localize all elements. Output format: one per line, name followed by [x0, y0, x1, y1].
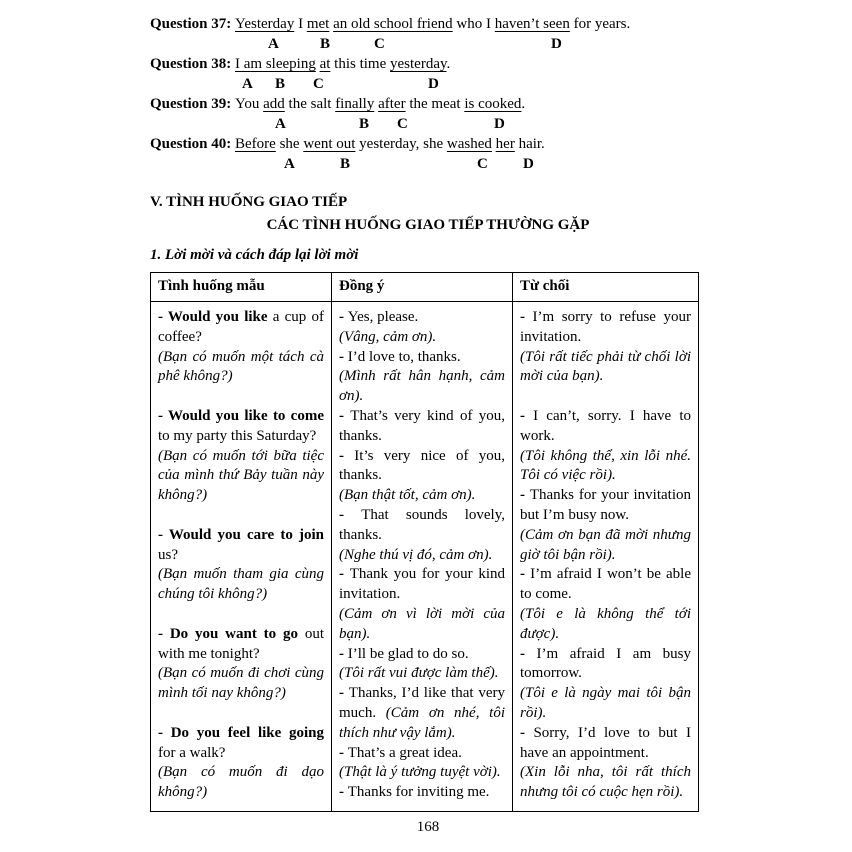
text-run: - — [339, 744, 348, 761]
text-run: this time — [330, 56, 390, 72]
underlined-text: I am sleeping — [235, 56, 316, 72]
cell-paragraph — [158, 565, 324, 605]
answer-letter: A — [275, 116, 286, 132]
table-header-row — [151, 273, 699, 302]
cell-paragraph — [339, 783, 505, 803]
answer-letter: C — [477, 156, 488, 172]
cell-paragraph — [158, 625, 324, 665]
text-run: That’s a great idea. — [347, 744, 462, 761]
text-run: hair. — [514, 136, 545, 152]
cell-paragraph — [158, 763, 324, 803]
cell-paragraph — [339, 664, 505, 684]
text-run: I’m afraid I am busy tomorrow. — [520, 645, 691, 682]
text-run: (Tôi rất tiếc phải từ chối lời mời của bạn). — [520, 348, 691, 385]
text-run: - — [520, 645, 537, 662]
answer-letter: D — [551, 36, 562, 52]
text-run: Yes, please. — [347, 309, 419, 325]
underlined-text: her — [495, 136, 515, 152]
cell-paragraph — [158, 526, 324, 566]
table-header-cell-refuse: Từ chối — [513, 273, 699, 302]
text-run: Thanks for inviting me. — [347, 784, 490, 801]
underlined-text: went out — [303, 136, 356, 152]
answer-letter: D — [523, 156, 534, 172]
text-run: - — [520, 309, 533, 325]
cell-paragraph — [520, 763, 691, 803]
cell-paragraph — [339, 348, 505, 368]
question-line — [150, 134, 706, 154]
answer-letter: D — [494, 116, 505, 132]
cell-paragraph — [158, 724, 324, 764]
answer-letter: B — [359, 116, 370, 132]
answer-letters-row — [150, 154, 706, 174]
text-run: - — [339, 784, 348, 801]
answer-letter: B — [275, 76, 286, 92]
table-cell-situations — [151, 302, 332, 812]
cell-paragraph — [158, 447, 324, 506]
answer-letter: C — [313, 76, 324, 92]
underlined-text: at — [319, 56, 331, 72]
page-content — [150, 0, 706, 837]
cell-paragraph — [339, 328, 505, 348]
text-run: - — [520, 407, 534, 424]
text-run: That sounds lovely, thanks. — [339, 506, 505, 543]
answer-letter: A — [242, 76, 253, 92]
underlined-text: Yesterday — [235, 16, 295, 32]
underlined-text: an old school friend — [333, 16, 453, 32]
text-run: (Cảm ơn vì lời mời của bạn). — [339, 605, 505, 642]
text-run: - — [339, 447, 355, 464]
text-run: I’d love to, thanks. — [347, 348, 461, 365]
text-run: (Xin lỗi nha, tôi rất thích nhưng tôi có cuộc hẹn rồi). — [520, 764, 691, 801]
text-run: I can’t, sorry. I have to work. — [520, 407, 691, 444]
cell-paragraph — [520, 308, 691, 348]
text-run: - — [339, 407, 351, 424]
text-run: I’m sorry to refuse your invitation. — [520, 309, 692, 345]
text-run: - Do you want to go — [158, 625, 298, 642]
text-run: the meat — [405, 96, 465, 112]
cell-paragraph — [339, 763, 505, 783]
text-run: - — [339, 566, 350, 583]
table-header-cell-situation: Tình huống mẫu — [151, 273, 332, 302]
text-run: (Bạn thật tốt, cảm ơn). — [339, 487, 476, 504]
page-number: 168 — [416, 818, 440, 835]
text-run: - — [339, 645, 348, 662]
underlined-text: Before — [235, 136, 276, 152]
text-run: - — [520, 487, 530, 504]
text-run: for years. — [569, 16, 631, 32]
table-cell-refuse — [513, 302, 699, 812]
text-run: (Vâng, cảm ơn). — [339, 328, 437, 345]
cell-paragraph — [339, 546, 505, 566]
conversation-table — [150, 272, 699, 812]
cell-paragraph — [158, 348, 324, 388]
text-run: That’s very kind of you, thanks. — [339, 407, 506, 444]
text-run: Question 39: — [150, 96, 236, 112]
text-run: Thanks for your invitation but I’m busy now. — [520, 487, 692, 523]
underlined-text: finally — [335, 96, 375, 112]
subsection-heading: 1. Lời mời và cách đáp lại lời mời — [150, 247, 359, 263]
underlined-text: is cooked — [464, 96, 522, 112]
cell-paragraph — [158, 407, 324, 447]
text-run: (Cảm ơn nhé, tôi thích như vậy lắm). — [339, 704, 505, 741]
text-run: Thank you for your kind invitation. — [339, 566, 505, 603]
answer-letters-row — [150, 74, 706, 94]
cell-paragraph — [158, 664, 324, 704]
answer-letter: C — [397, 116, 408, 132]
cell-paragraph — [339, 744, 505, 764]
text-run: Thanks, I’d like that very much. — [339, 685, 505, 721]
text-run: (Bạn có muốn một tách cà phê không?) — [158, 348, 324, 385]
section-heading: V. TÌNH HUỐNG GIAO TIẾP — [150, 194, 348, 210]
cell-paragraph — [339, 308, 505, 328]
cell-paragraph — [520, 645, 691, 685]
table-header-cell-agree: Đồng ý — [332, 273, 513, 302]
cell-paragraph — [520, 565, 691, 605]
text-run: It’s very nice of you, thanks. — [339, 447, 505, 484]
text-run: out with me tonight? — [158, 625, 324, 662]
blank-line — [158, 704, 324, 724]
text-run: - — [339, 348, 348, 365]
blank-line — [520, 387, 691, 407]
text-run: who I — [452, 16, 495, 32]
cell-paragraph — [339, 605, 505, 645]
text-run: (Thật là ý tưởng tuyệt vời). — [339, 764, 501, 781]
section-subheading: CÁC TÌNH HUỐNG GIAO TIẾP THƯỜNG GẶP — [266, 217, 590, 233]
answer-letter: A — [284, 156, 295, 172]
question-line — [150, 54, 706, 74]
cell-paragraph — [520, 724, 691, 764]
text-run: I’ll be glad to do so. — [347, 645, 469, 662]
text-run: (Cảm ơn bạn đã mời nhưng giờ tôi bận rồi). — [520, 526, 691, 563]
text-run: - — [339, 506, 362, 523]
text-run: I — [294, 16, 307, 32]
question-line — [150, 94, 706, 114]
text-run: - Would you like to come — [158, 407, 324, 424]
text-run: - Do you feel like going — [158, 724, 324, 741]
text-run: to my party this Saturday? — [158, 427, 317, 444]
cell-paragraph — [339, 407, 505, 447]
underlined-text: washed — [446, 136, 492, 152]
text-run: she — [275, 136, 304, 152]
table-cell-agree — [332, 302, 513, 812]
answer-letter: C — [374, 36, 385, 52]
text-run: - Would you like — [158, 309, 268, 325]
text-run: (Mình rất hân hạnh, cảm ơn). — [339, 368, 505, 405]
underlined-text: haven’t seen — [494, 16, 570, 32]
text-run: Question 37: — [150, 16, 236, 32]
text-run: (Bạn có muốn đi chơi cùng mình tối nay không?) — [158, 665, 324, 702]
text-run: (Nghe thú vị đó, cảm ơn). — [339, 546, 493, 563]
text-run: us? — [158, 546, 178, 563]
text-run: (Bạn có muốn đi dạo không?) — [158, 764, 324, 801]
answer-letter: D — [428, 76, 439, 92]
blank-line — [158, 387, 324, 407]
text-run: Question 38: — [150, 56, 236, 72]
cell-paragraph — [520, 486, 691, 526]
underlined-text: yesterday — [390, 56, 447, 72]
text-run: yesterday, she — [355, 136, 447, 152]
cell-paragraph — [339, 506, 505, 546]
answer-letters-row — [150, 34, 706, 54]
text-run: . — [446, 56, 451, 72]
underlined-text: met — [306, 16, 330, 32]
answer-letters-row — [150, 114, 706, 134]
cell-paragraph — [520, 348, 691, 388]
text-run: . — [521, 96, 526, 112]
blank-line — [158, 605, 324, 625]
text-run: You — [235, 96, 264, 112]
text-run: - — [339, 309, 348, 325]
text-run: (Tôi e là không thể tới được). — [520, 605, 691, 642]
text-run: (Tôi rất vui được làm thế). — [339, 665, 499, 682]
text-run: a cup of coffee? — [158, 309, 324, 345]
text-run: Sorry, I’d love to but I have an appointment. — [520, 724, 691, 761]
blank-line — [158, 506, 324, 526]
table-body-row — [151, 302, 699, 812]
cell-paragraph — [520, 407, 691, 447]
text-run: (Tôi e là ngày mai tôi bận rồi). — [520, 685, 691, 721]
text-run: - — [520, 724, 534, 741]
text-run: (Bạn muốn tham gia cùng chúng tôi không?) — [158, 566, 324, 603]
text-run: the salt — [284, 96, 336, 112]
cell-paragraph — [520, 526, 691, 566]
text-run: - — [520, 566, 531, 583]
cell-paragraph — [339, 565, 505, 605]
text-run: for a walk? — [158, 744, 226, 761]
cell-paragraph — [520, 605, 691, 645]
cell-paragraph — [520, 447, 691, 487]
cell-paragraph — [339, 684, 505, 743]
answer-letter: B — [320, 36, 331, 52]
text-run: I’m afraid I won’t be able to come. — [520, 566, 692, 603]
cell-paragraph — [339, 367, 505, 407]
questions-section — [150, 14, 706, 174]
cell-paragraph — [158, 308, 324, 348]
text-run: (Bạn có muốn tới bữa tiệc của mình thứ Bảy tuần này không?) — [158, 447, 324, 504]
text-run: - — [339, 685, 349, 702]
underlined-text: add — [263, 96, 285, 112]
text-run: - Would you care to join — [158, 526, 324, 543]
cell-paragraph — [339, 447, 505, 487]
cell-paragraph — [339, 486, 505, 506]
cell-paragraph — [520, 684, 691, 724]
answer-letter: A — [268, 36, 279, 52]
text-run: (Tôi không thể, xin lỗi nhé. Tôi có việc rồi). — [520, 447, 691, 484]
underlined-text: after — [378, 96, 406, 112]
question-line — [150, 14, 706, 34]
answer-letter: B — [340, 156, 351, 172]
cell-paragraph — [339, 645, 505, 665]
text-run: Question 40: — [150, 136, 236, 152]
